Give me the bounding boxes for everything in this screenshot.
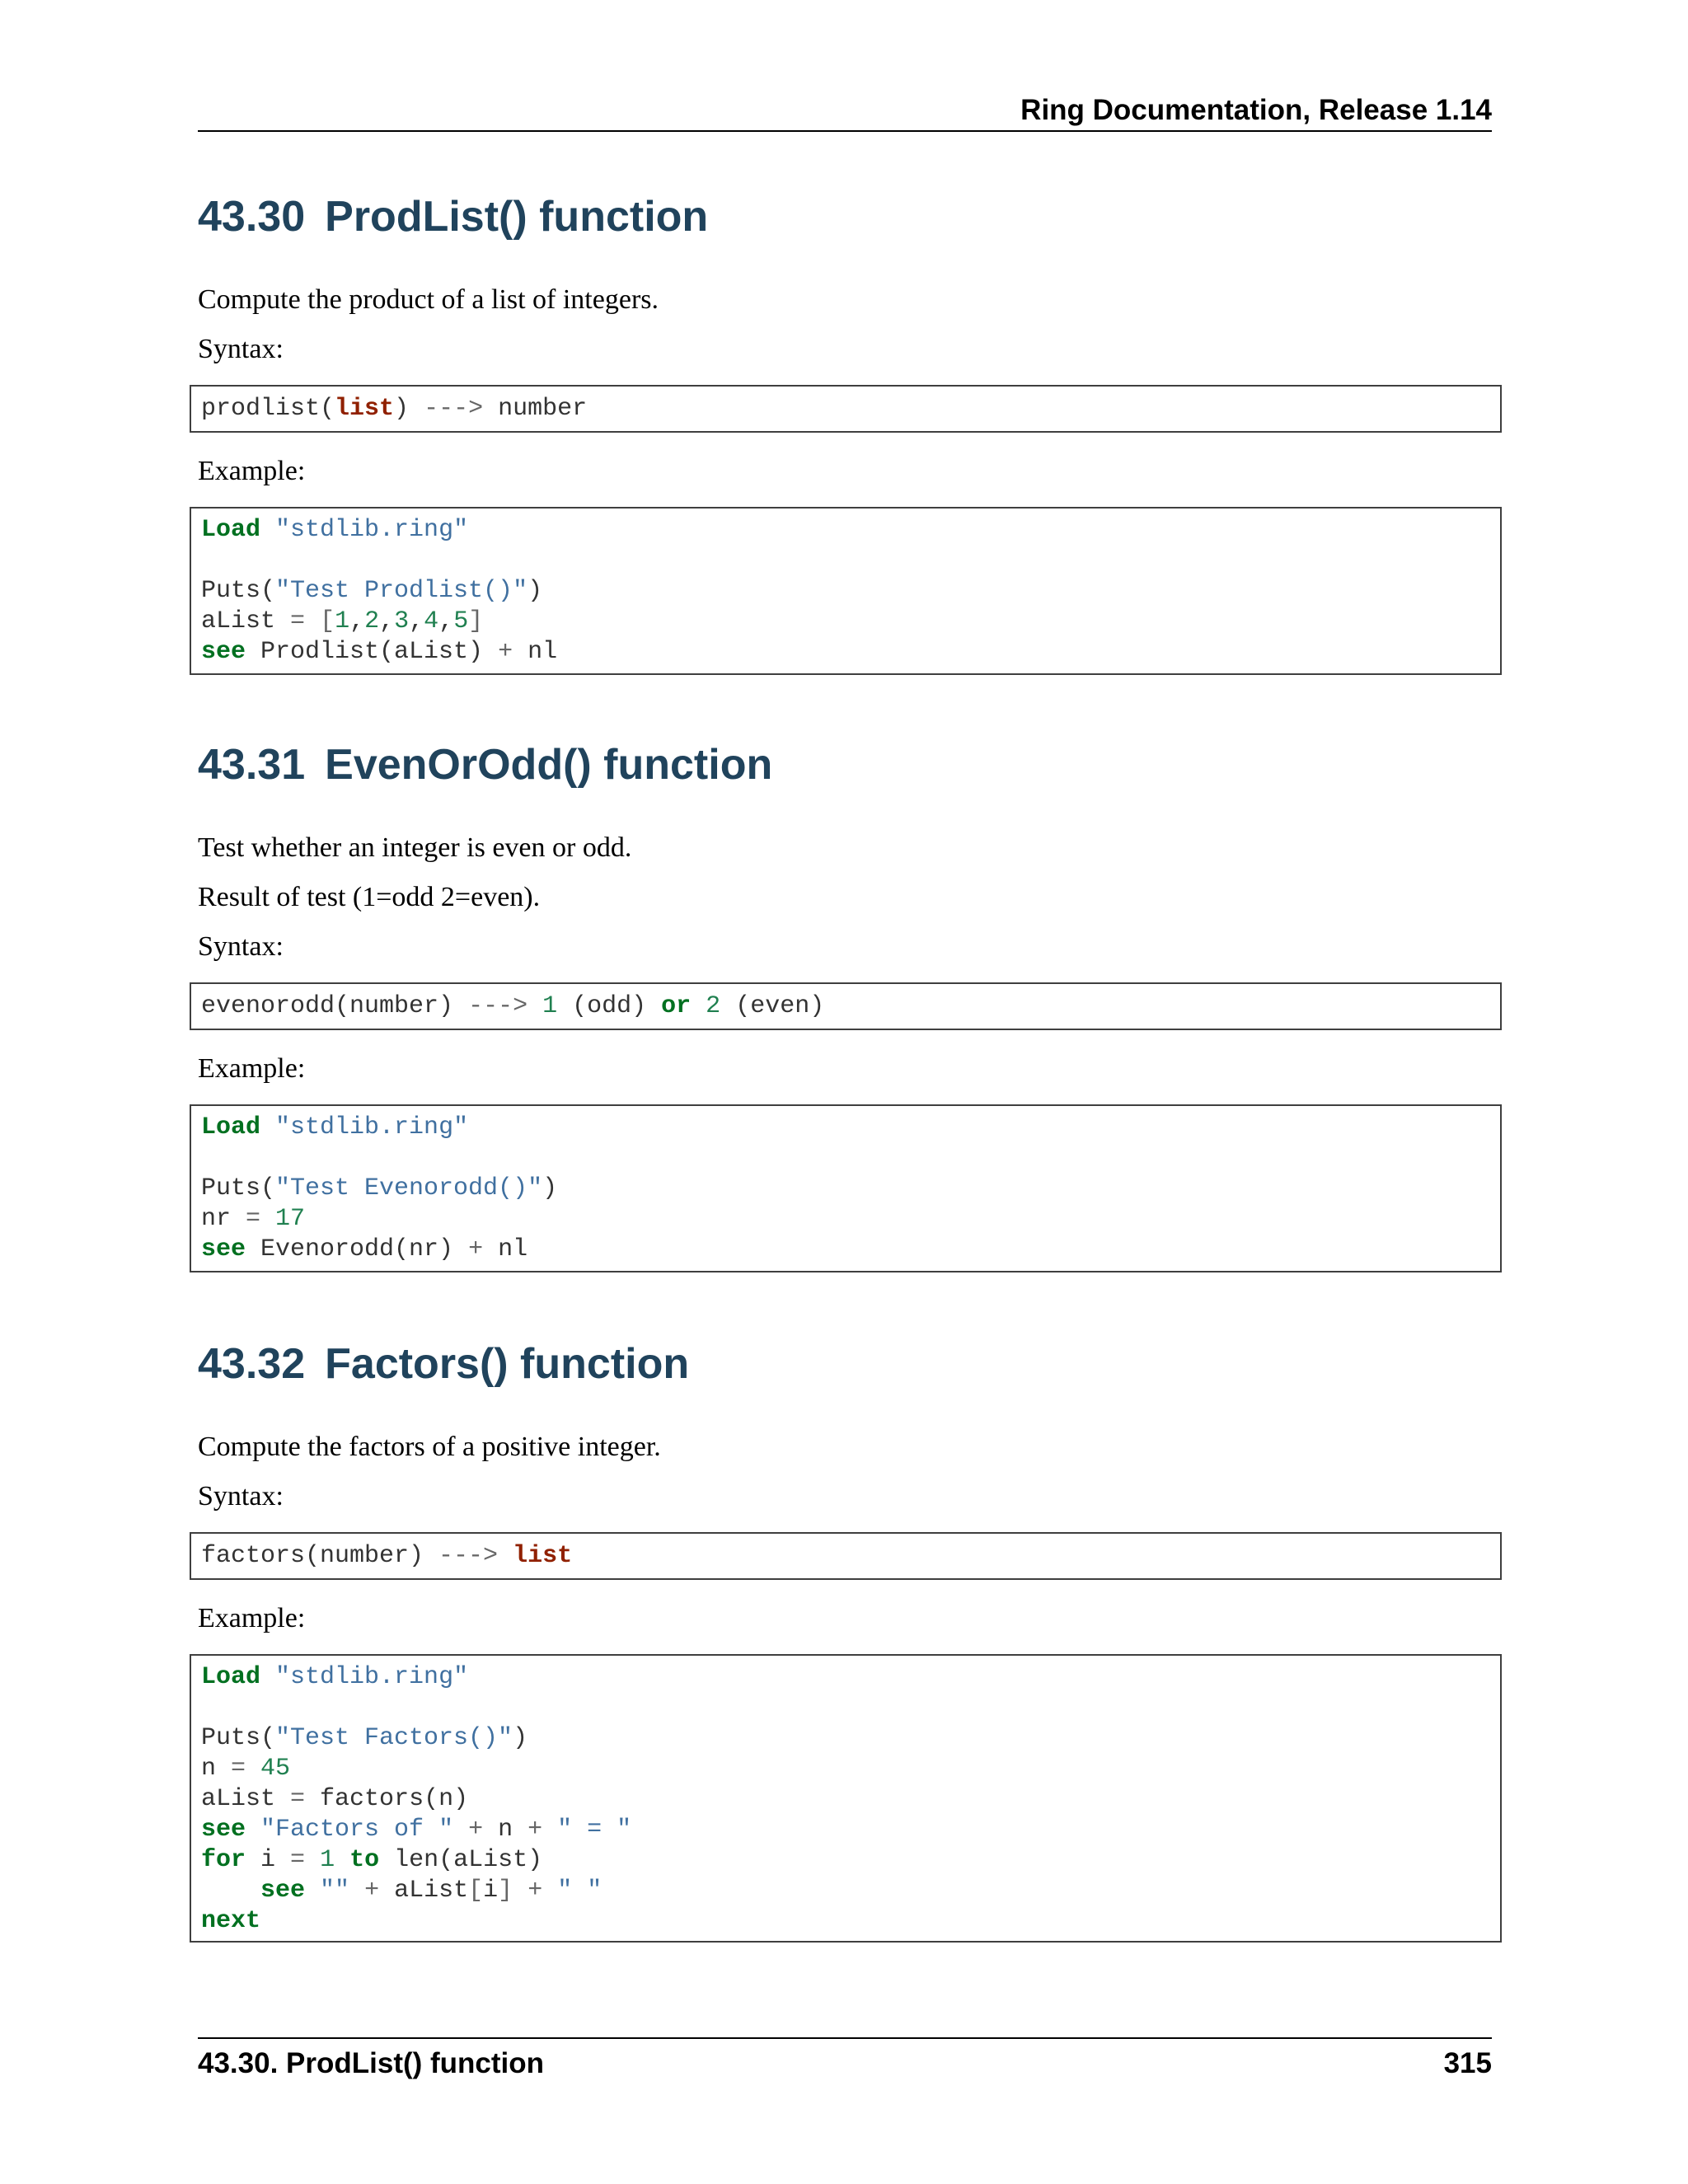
syntax-label: Syntax: <box>198 931 284 962</box>
section-heading-factors <box>198 1339 689 1389</box>
example-code-block: Load "stdlib.ring" Puts("Test Factors()") n = 45 aList = factors(n) see "Factors of " + n + " = " for i = 1 to len(aList) see "" + aList[i] + " " next <box>190 1654 1502 1943</box>
page-footer <box>198 2037 1492 2079</box>
description-paragraph: Compute the product of a list of integers. <box>198 284 659 315</box>
page-header <box>198 89 1492 132</box>
section-title: ProdList() function <box>325 193 709 241</box>
document-title: Ring Documentation, Release 1.14 <box>1020 94 1492 126</box>
result-paragraph: Result of test (1=odd 2=even). <box>198 882 541 912</box>
page-number: 315 <box>1443 2047 1492 2079</box>
section-number: 43.32 <box>198 1340 306 1388</box>
syntax-code-block: factors(number) ---> list <box>190 1532 1502 1580</box>
section-title: EvenOrOdd() function <box>325 741 773 789</box>
description-paragraph: Compute the factors of a positive integer. <box>198 1432 661 1462</box>
section-number: 43.31 <box>198 741 306 789</box>
example-label: Example: <box>198 1603 306 1633</box>
syntax-code-block: evenorodd(number) ---> 1 (odd) or 2 (even) <box>190 982 1502 1030</box>
section-number: 43.30 <box>198 193 306 241</box>
syntax-label: Syntax: <box>198 334 284 364</box>
example-label: Example: <box>198 1053 306 1084</box>
section-title: Factors() function <box>325 1340 690 1388</box>
description-paragraph: Test whether an integer is even or odd. <box>198 832 632 863</box>
example-code-block: Load "stdlib.ring" Puts("Test Prodlist()") aList = [1,2,3,4,5] see Prodlist(aList) + nl <box>190 507 1502 675</box>
footer-section-ref: 43.30. ProdList() function <box>198 2047 545 2079</box>
example-label: Example: <box>198 456 306 486</box>
section-heading-prodlist <box>198 192 708 241</box>
example-code-block: Load "stdlib.ring" Puts("Test Evenorodd()") nr = 17 see Evenorodd(nr) + nl <box>190 1104 1502 1272</box>
syntax-label: Syntax: <box>198 1481 284 1511</box>
syntax-code-block: prodlist(list) ---> number <box>190 385 1502 433</box>
section-heading-evenorodd <box>198 740 772 790</box>
